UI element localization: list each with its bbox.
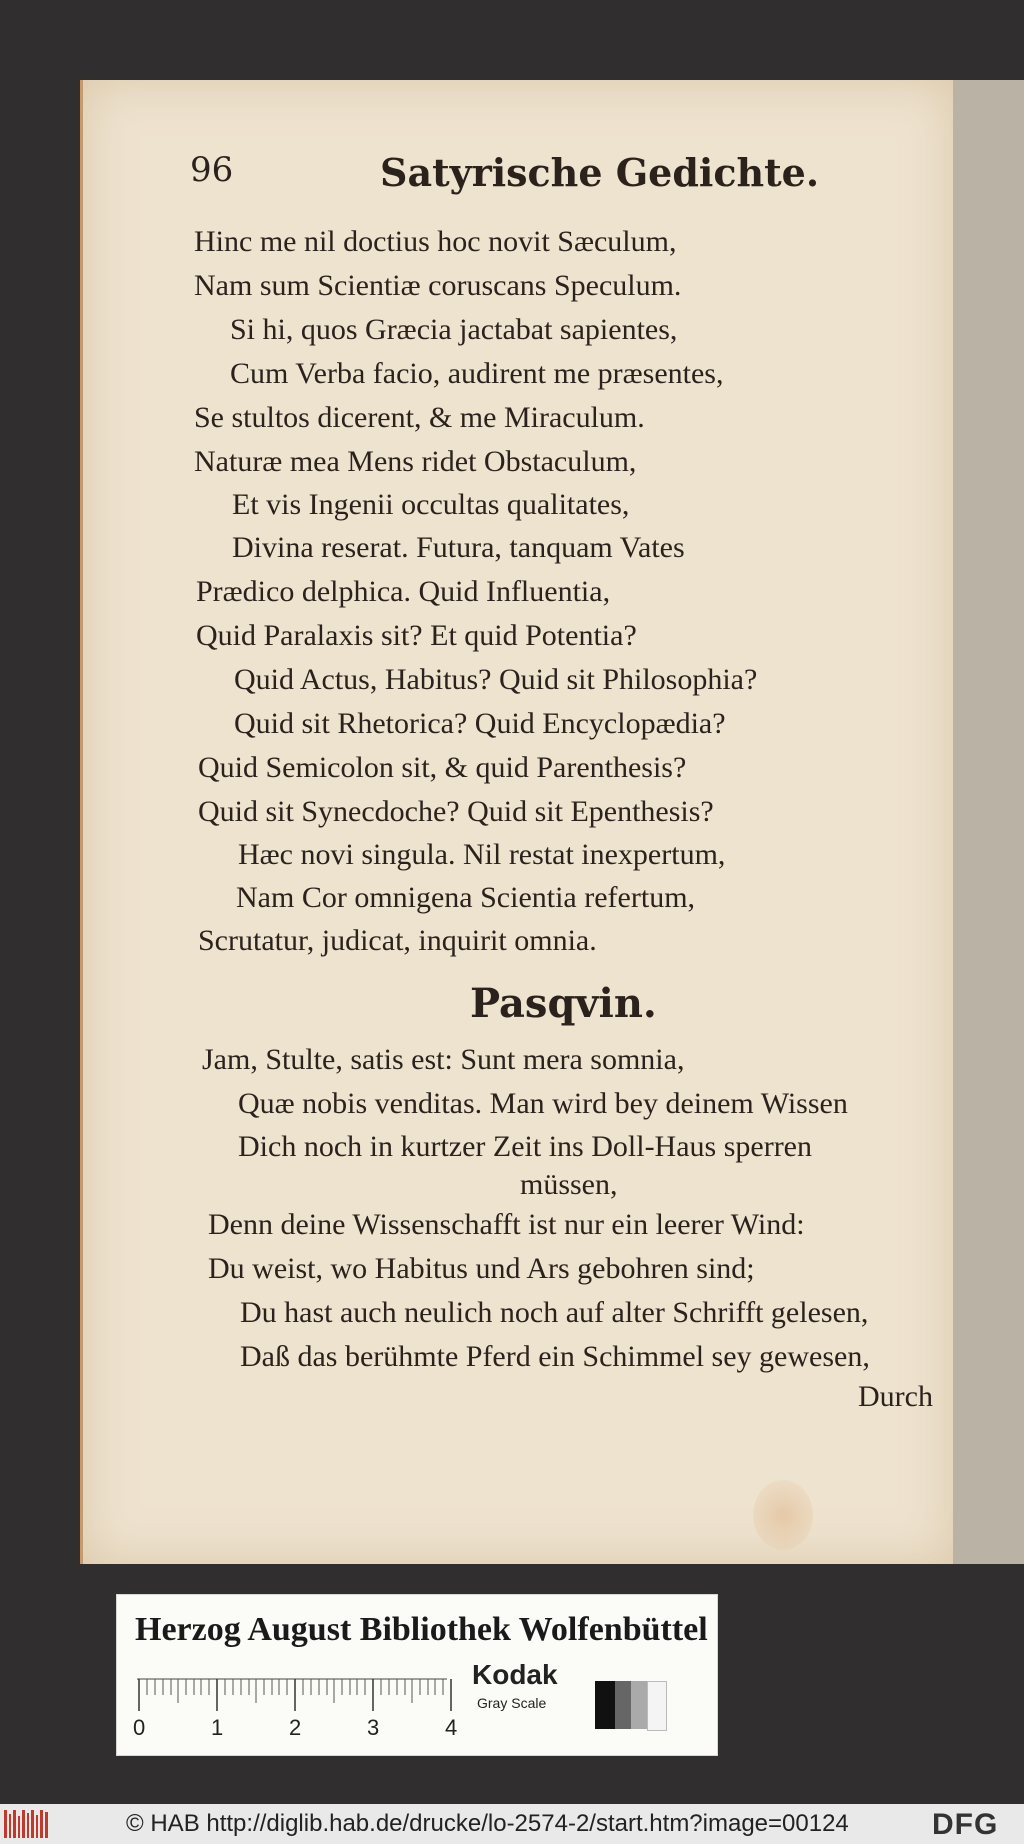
gray-swatch	[615, 1681, 631, 1729]
verse-line: Du weist, wo Habitus und Ars gebohren sind;	[208, 1252, 755, 1285]
barcode-icon	[4, 1810, 50, 1838]
verse-line: müssen,	[520, 1168, 618, 1201]
verse-line: Scrutatur, judicat, inquirit omnia.	[198, 924, 597, 957]
gray-swatch	[595, 1681, 615, 1729]
ruler-number: 4	[445, 1715, 458, 1740]
verse-line: Et vis Ingenii occultas qualitates,	[232, 488, 630, 521]
library-name: Herzog August Bibliothek Wolfenbüttel	[135, 1611, 708, 1648]
gray-swatch	[631, 1681, 647, 1729]
kodak-subtitle: Gray Scale	[477, 1695, 547, 1711]
verse-line: Divina reserat. Futura, tanquam Vates	[232, 531, 685, 564]
page-number: 96	[190, 150, 234, 190]
verse-line: Hæc novi singula. Nil restat inexpertum,	[238, 838, 726, 871]
verse-line: Du hast auch neulich noch auf alter Schrifft gelesen,	[240, 1296, 869, 1329]
copyright-url[interactable]: © HAB http://diglib.hab.de/drucke/lo-2574-2/start.htm?image=00124	[126, 1810, 849, 1837]
page-header	[190, 150, 820, 200]
verse-line: Quid sit Rhetorica? Quid Encyclopædia?	[234, 707, 726, 740]
verse-line: Nam sum Scientiæ coruscans Speculum.	[194, 269, 682, 302]
verse-line: Quid Semicolon sit, & quid Parenthesis?	[198, 751, 687, 784]
verse-line: Hinc me nil doctius hoc novit Sæculum,	[194, 225, 677, 258]
ruler-number: 2	[289, 1715, 302, 1740]
section-heading: Pasqvin.	[470, 980, 657, 1027]
verse-line: Prædico delphica. Quid Influentia,	[196, 575, 611, 608]
ruler-number: 0	[133, 1715, 146, 1740]
verse-line: Daß das berühmte Pferd ein Schimmel sey gewesen,	[240, 1340, 870, 1373]
paper-stain	[753, 1480, 813, 1550]
verse-line: Quæ nobis venditas. Man wird bey deinem Wissen	[238, 1087, 848, 1120]
verse-line: Naturæ mea Mens ridet Obstaculum,	[194, 445, 637, 478]
verse-line: Quid Paralaxis sit? Et quid Potentia?	[196, 619, 637, 652]
ruler-number: 3	[367, 1715, 380, 1740]
ruler-number: 1	[211, 1715, 224, 1740]
kodak-logo: Kodak	[472, 1659, 558, 1690]
verse-line: Jam, Stulte, satis est: Sunt mera somnia,	[202, 1043, 685, 1076]
dfg-logo: DFG	[932, 1808, 999, 1841]
footer-bar	[0, 1804, 1024, 1844]
verse-line: Denn deine Wissenschafft ist nur ein leerer Wind:	[208, 1208, 805, 1241]
gray-swatch	[647, 1681, 667, 1731]
verse-line: Nam Cor omnigena Scientia refertum,	[236, 881, 696, 914]
verse-line: Si hi, quos Græcia jactabat sapientes,	[230, 313, 678, 346]
verse-line: Se stultos dicerent, & me Miraculum.	[194, 401, 645, 434]
verse-line: Quid Actus, Habitus? Quid sit Philosophia?	[234, 663, 758, 696]
library-label-card	[116, 1594, 718, 1756]
verse-line: Dich noch in kurtzer Zeit ins Doll-Haus sperren	[238, 1130, 812, 1163]
running-title: Satyrische Gedichte.	[380, 150, 820, 195]
verse-line: Quid sit Synecdoche? Quid sit Epenthesis?	[198, 795, 714, 828]
verse-line: Cum Verba facio, audirent me præsentes,	[230, 357, 724, 390]
catchword: Durch	[858, 1380, 933, 1413]
